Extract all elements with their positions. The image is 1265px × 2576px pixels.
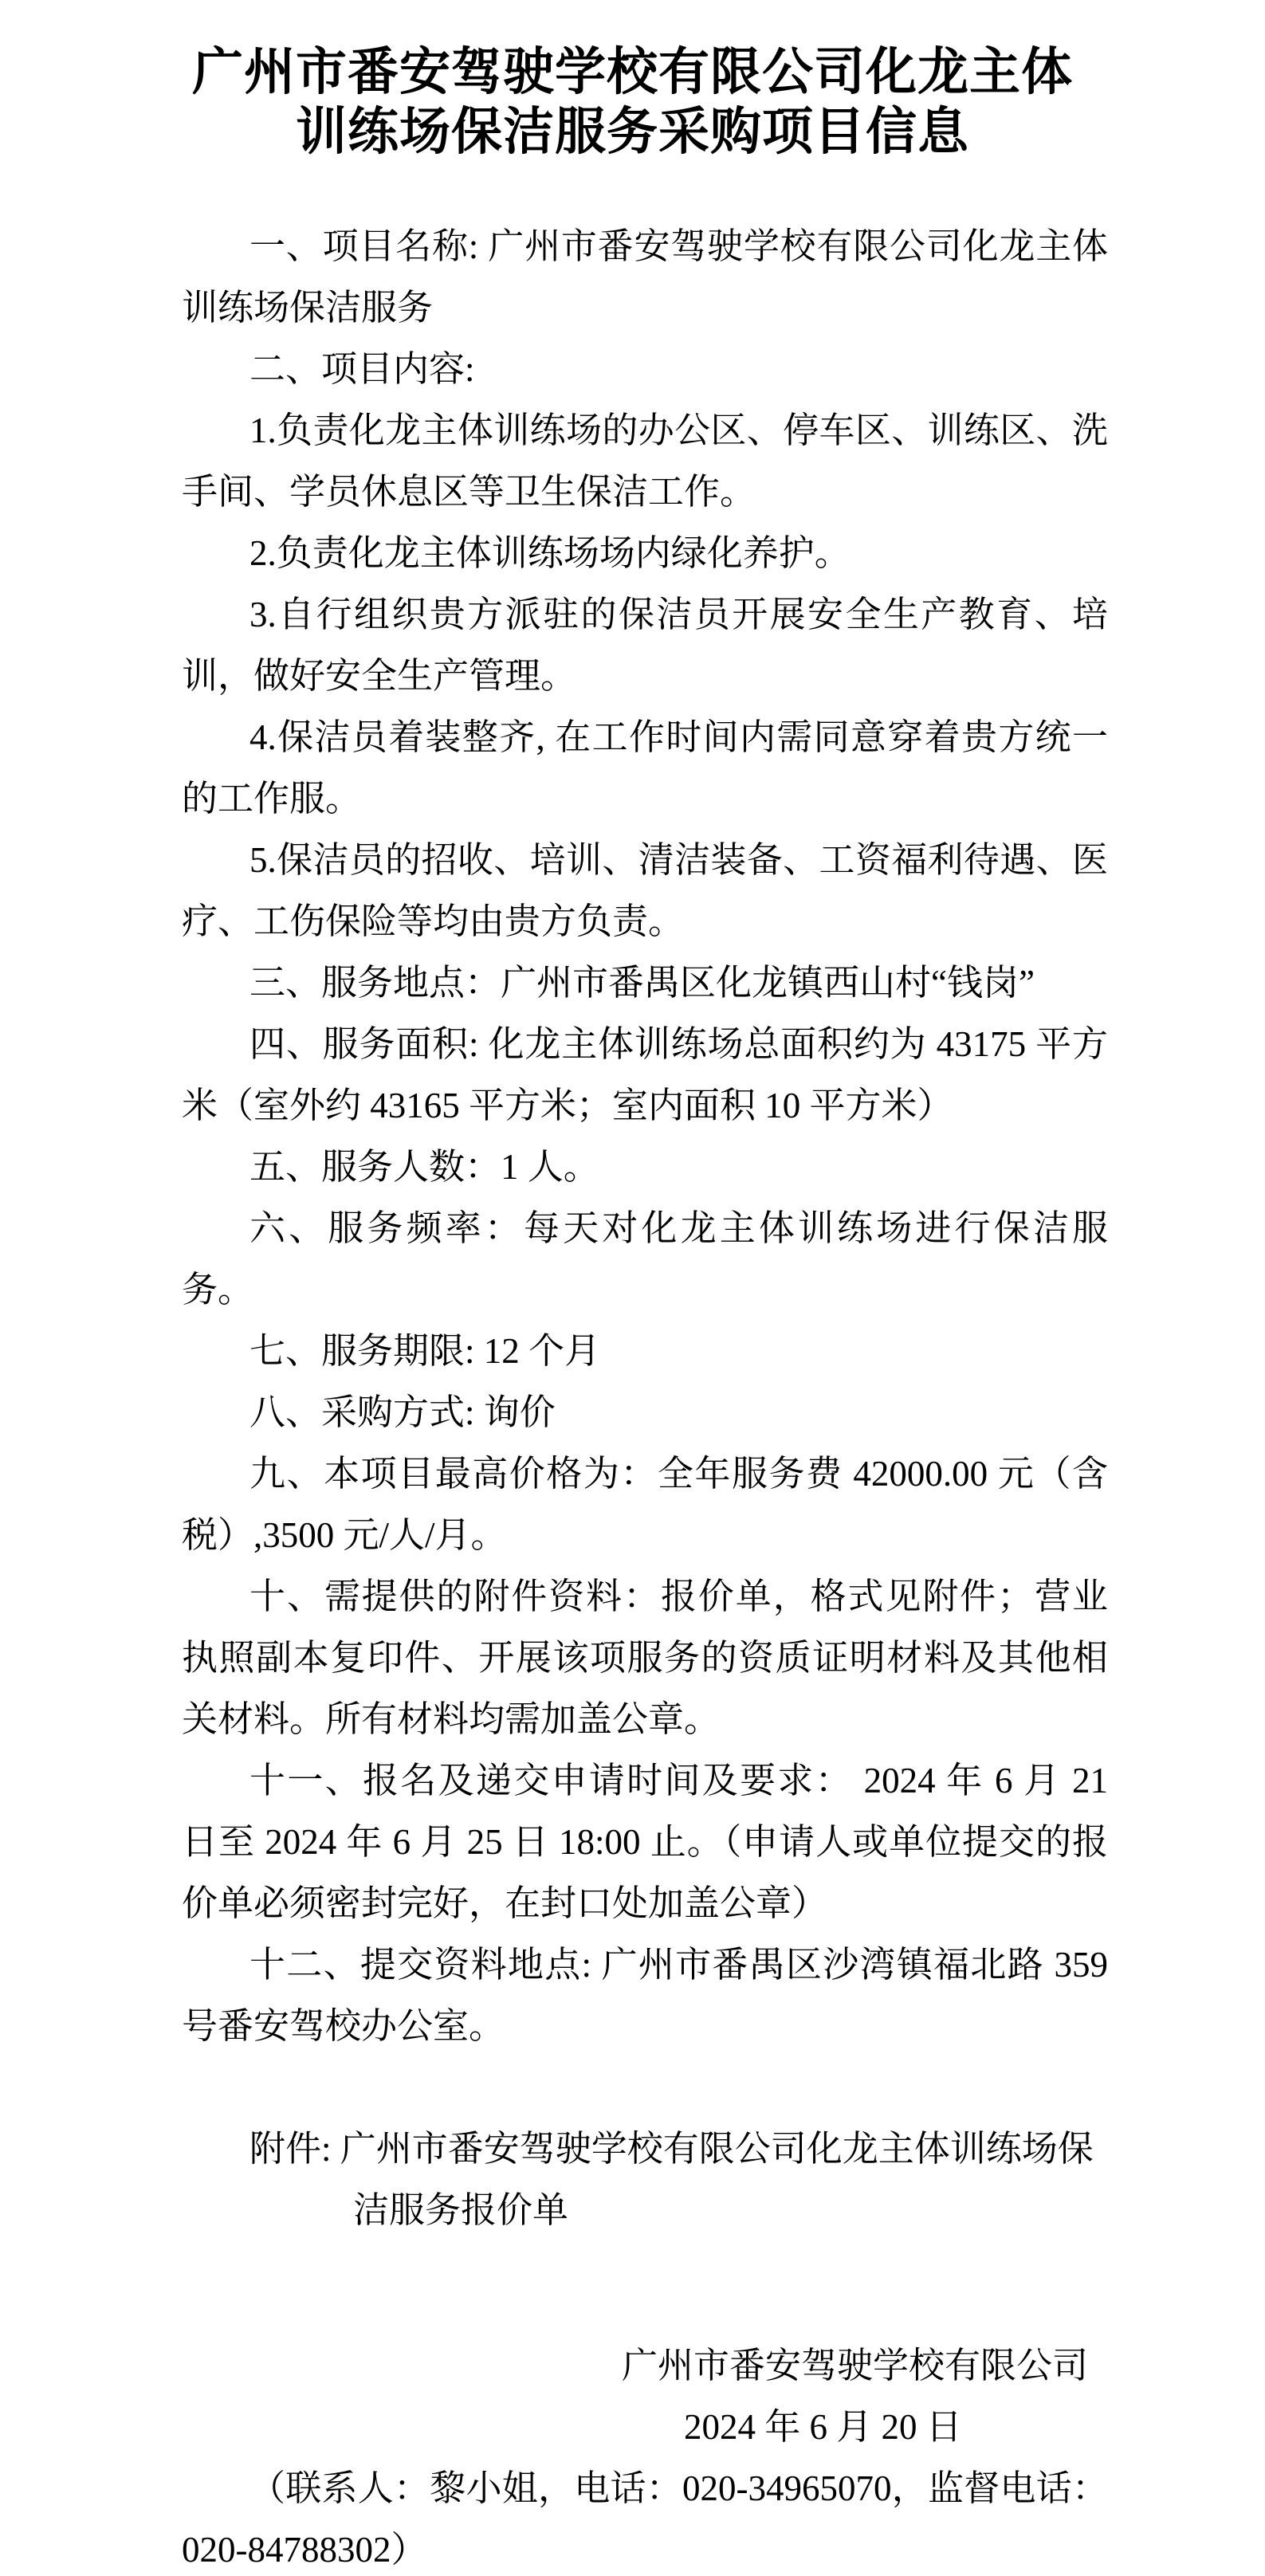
- paragraph-content-item-4: 4.保洁员着装整齐, 在工作时间内需同意穿着贵方统一的工作服。: [182, 717, 1108, 819]
- paragraph-submission-address: 十二、提交资料地点: 广州市番禺区沙湾镇福北路 359 号番安驾校办公室。: [182, 1944, 1108, 2046]
- document-body: [0, 216, 1265, 2241]
- signature-date: 2024 年 6 月 20 日: [684, 2407, 962, 2447]
- paragraph-service-frequency: 六、服务频率：每天对化龙主体训练场进行保洁服务。: [182, 1208, 1108, 1310]
- attachment-note: 附件: 广州市番安驾驶学校有限公司化龙主体训练场保洁服务报价单: [249, 2128, 1094, 2230]
- paragraph-max-price: 九、本项目最高价格为：全年服务费 42000.00 元（含税）,3500 元/人/月。: [182, 1453, 1108, 1555]
- paragraph-project-name: 一、项目名称: 广州市番安驾驶学校有限公司化龙主体训练场保洁服务: [182, 226, 1108, 328]
- paragraph-service-headcount: 五、服务人数：1 人。: [249, 1146, 599, 1187]
- paragraph-service-area: 四、服务面积: 化龙主体训练场总面积约为 43175 平方米（室外约 43165 平方米；室内面积 10 平方米）: [182, 1023, 1108, 1125]
- title-line-1: 广州市番安驾驶学校有限公司化龙主体: [192, 42, 1073, 100]
- paragraph-service-term: 七、服务期限: 12 个月: [249, 1330, 601, 1371]
- title-line-2: 训练场保洁服务采购项目信息: [296, 102, 969, 160]
- signature-block: [182, 2335, 1108, 2576]
- paragraph-content-item-5: 5.保洁员的招收、培训、清洁装备、工资福利待遇、医疗、工伤保险等均由贵方负责。: [182, 839, 1108, 941]
- paragraph-required-documents: 十、需提供的附件资料：报价单，格式见附件；营业执照副本复印件、开展该项服务的资质证明材料及其他相关材料。所有材料均需加盖公章。: [182, 1576, 1108, 1739]
- paragraph-content-item-3: 3.自行组织贵方派驻的保洁员开展安全生产教育、培训，做好安全生产管理。: [182, 594, 1108, 696]
- document-title: [0, 34, 1265, 162]
- paragraph-application-time: 十一、报名及递交申请时间及要求： 2024 年 6 月 21 日至 2024 年 6 月 25 日 18:00 止。（申请人或单位提交的报价单必须密封完好，在封口处加盖公章）: [182, 1760, 1108, 1923]
- signature-contact-info: （联系人：黎小姐，电话：020-34965070，监督电话：020-84788302）: [182, 2468, 1108, 2570]
- signature-company: 广州市番安驾驶学校有限公司: [622, 2346, 1089, 2386]
- paragraph-procurement-method: 八、采购方式: 询价: [249, 1392, 556, 1432]
- paragraph-service-location: 三、服务地点：广州市番禺区化龙镇西山村“钱岗”: [249, 962, 1035, 1003]
- paragraph-project-content-heading: 二、项目内容:: [249, 348, 475, 389]
- paragraph-content-item-1: 1.负责化龙主体训练场的办公区、停车区、训练区、洗手间、学员休息区等卫生保洁工作。: [182, 410, 1108, 512]
- paragraph-content-item-2: 2.负责化龙主体训练场场内绿化养护。: [249, 532, 851, 573]
